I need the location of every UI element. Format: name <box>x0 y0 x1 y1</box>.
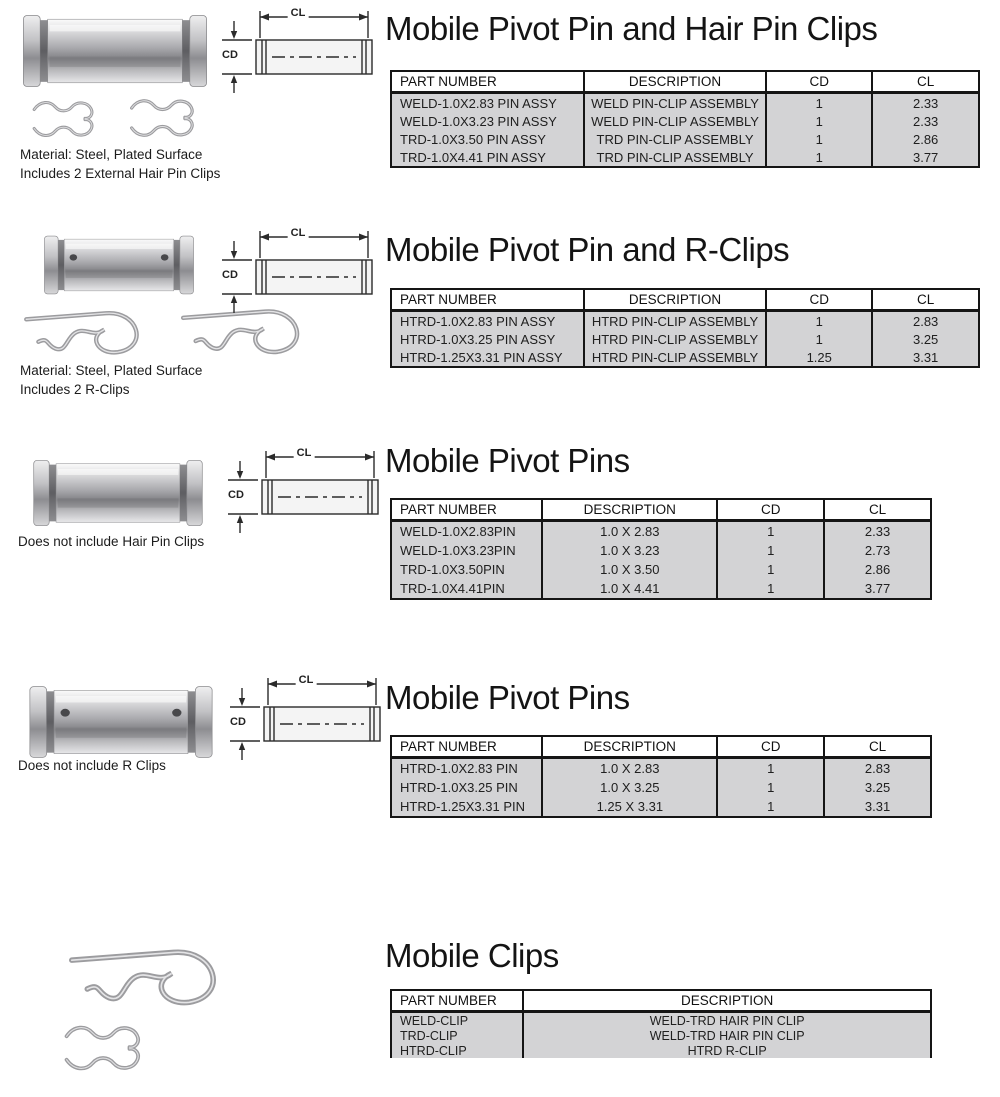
photo-caption <box>18 532 204 551</box>
table-cell: 2.33 <box>912 113 939 129</box>
table-cell: 1 <box>717 797 824 817</box>
clip-diameter-dim-label: CD <box>219 269 241 281</box>
table-row <box>391 541 931 560</box>
column-header: CL <box>872 71 979 93</box>
column-header: DESCRIPTION <box>584 71 766 93</box>
table-cell: HTRD-1.25X3.31 PIN ASSY <box>391 348 584 367</box>
parts-table <box>390 288 980 368</box>
table-cell: 1 <box>717 521 824 542</box>
table-cell: 1 <box>766 130 872 148</box>
table-cell: 3.25 <box>864 780 891 795</box>
section-title: Mobile Pivot Pin and R-Clips <box>385 231 790 268</box>
table-cell: 1 <box>717 758 824 779</box>
table-cell: TRD PIN-CLIP ASSEMBLY <box>584 130 766 148</box>
table-cell: 2.73 <box>864 543 891 558</box>
pin-dimension-diagram <box>216 6 380 102</box>
pin-dimension-diagram <box>222 446 386 542</box>
table-row <box>391 560 931 579</box>
table-cell: 3.77 <box>864 581 891 596</box>
clip-length-dim-label: CL <box>294 447 315 459</box>
table-cell: 2.83 <box>864 761 891 776</box>
photo-caption <box>18 756 166 775</box>
table-cell: WELD-TRD HAIR PIN CLIP <box>649 1013 805 1028</box>
table-cell: 1 <box>766 148 872 167</box>
clip-length-dim-label: CL <box>288 7 309 19</box>
column-header: PART NUMBER <box>391 289 584 311</box>
table-row <box>391 778 931 797</box>
table-cell: 3.31 <box>864 799 891 814</box>
table-cell: 2.33 <box>912 95 939 111</box>
parts-table <box>390 735 932 818</box>
column-header: CL <box>824 736 931 758</box>
clip-diameter-dim-label: CD <box>227 716 249 728</box>
table-cell: 2.33 <box>864 524 891 539</box>
column-header: CD <box>717 736 824 758</box>
table-cell: 3.25 <box>912 331 939 347</box>
table-row <box>391 112 979 130</box>
table-row <box>391 148 979 167</box>
table-cell: TRD-1.0X3.50PIN <box>391 560 542 579</box>
caption-line: Material: Steel, Plated Surface <box>20 147 203 162</box>
header-row <box>391 71 979 93</box>
column-header: CL <box>824 499 931 521</box>
table-cell: TRD-1.0X4.41 PIN ASSY <box>391 148 584 167</box>
table-cell: 2.86 <box>912 131 939 147</box>
clip-length-dim-label: CL <box>288 227 309 239</box>
section-title: Mobile Pivot Pins <box>385 679 630 716</box>
table-cell: WELD PIN-CLIP ASSEMBLY <box>584 112 766 130</box>
table-row <box>391 579 931 599</box>
pin-photo <box>32 448 204 543</box>
column-header: CD <box>766 71 872 93</box>
header-row <box>391 736 931 758</box>
column-header: DESCRIPTION <box>584 289 766 311</box>
table-cell: TRD-CLIP <box>391 1028 523 1043</box>
table-cell: TRD-1.0X4.41PIN <box>391 579 542 599</box>
table-cell: HTRD-1.0X3.25 PIN ASSY <box>391 330 584 348</box>
table-cell: HTRD PIN-CLIP ASSEMBLY <box>584 330 766 348</box>
table-cell: 1.0 X 4.41 <box>542 579 717 599</box>
section-title: Mobile Clips <box>385 937 559 974</box>
table-cell: 1.0 X 3.25 <box>542 778 717 797</box>
table-cell: HTRD-1.0X3.25 PIN <box>391 778 542 797</box>
table-cell: HTRD-1.0X2.83 PIN <box>391 758 542 779</box>
table-cell: HTRD PIN-CLIP ASSEMBLY <box>584 311 766 331</box>
header-row <box>391 990 931 1012</box>
table-cell: HTRD-1.0X2.83 PIN ASSY <box>391 311 584 331</box>
table-cell: 1 <box>766 330 872 348</box>
clip-diameter-dim-label: CD <box>219 49 241 61</box>
photo-caption <box>20 145 220 183</box>
table-cell: 1.0 X 3.23 <box>542 541 717 560</box>
column-header: CD <box>766 289 872 311</box>
table-cell: 1 <box>717 778 824 797</box>
table-cell: 1.0 X 2.83 <box>542 521 717 542</box>
table-cell: 3.77 <box>912 149 939 165</box>
pin-dimension-diagram <box>216 226 380 322</box>
column-header: PART NUMBER <box>391 990 523 1012</box>
table-cell: 1.0 X 2.83 <box>542 758 717 779</box>
section-title: Mobile Pivot Pin and Hair Pin Clips <box>385 10 878 47</box>
table-cell: HTRD-1.25X3.31 PIN <box>391 797 542 817</box>
table-cell: TRD PIN-CLIP ASSEMBLY <box>584 148 766 167</box>
table-cell: WELD-1.0X2.83 PIN ASSY <box>391 93 584 113</box>
table-cell: 1.0 X 3.50 <box>542 560 717 579</box>
table-cell: WELD-1.0X3.23 PIN ASSY <box>391 112 584 130</box>
table-cell: 1 <box>766 112 872 130</box>
caption-line: Does not include Hair Pin Clips <box>18 534 205 549</box>
table-cell: 2.83 <box>912 313 939 329</box>
parts-table <box>390 70 980 168</box>
table-cell: 1 <box>717 541 824 560</box>
pin-with-hairpin-clips-photo <box>15 8 215 145</box>
table-cell: TRD-1.0X3.50 PIN ASSY <box>391 130 584 148</box>
table-cell: WELD PIN-CLIP ASSEMBLY <box>584 93 766 113</box>
table-row <box>391 130 979 148</box>
clip-diameter-dim-label: CD <box>225 489 247 501</box>
header-row <box>391 499 931 521</box>
table-cell: HTRD R-CLIP <box>687 1043 767 1058</box>
table-cell: 1.25 <box>766 348 872 367</box>
section-title: Mobile Pivot Pins <box>385 442 630 479</box>
caption-line: Includes 2 R-Clips <box>20 382 130 397</box>
table-cell: HTRD-CLIP <box>391 1043 523 1058</box>
column-header: CL <box>872 289 979 311</box>
table-row <box>391 1012 931 1029</box>
table-cell: 2.86 <box>864 562 891 577</box>
pin-dimension-diagram <box>224 673 388 769</box>
parts-table <box>390 989 932 1058</box>
table-cell: WELD-1.0X3.23PIN <box>391 541 542 560</box>
column-header: DESCRIPTION <box>542 736 717 758</box>
column-header: PART NUMBER <box>391 71 584 93</box>
parts-table <box>390 498 932 600</box>
table-row <box>391 330 979 348</box>
column-header: PART NUMBER <box>391 736 542 758</box>
table-cell: WELD-1.0X2.83PIN <box>391 521 542 542</box>
table-row <box>391 758 931 779</box>
table-row <box>391 348 979 367</box>
caption-line: Does not include R Clips <box>18 758 166 773</box>
caption-line: Material: Steel, Plated Surface <box>20 363 203 378</box>
table-cell: 1 <box>717 579 824 599</box>
table-cell: HTRD PIN-CLIP ASSEMBLY <box>584 348 766 367</box>
column-header: PART NUMBER <box>391 499 542 521</box>
column-header: CD <box>717 499 824 521</box>
caption-line: Includes 2 External Hair Pin Clips <box>20 166 221 181</box>
table-row <box>391 93 979 113</box>
table-row <box>391 1043 931 1058</box>
table-cell: WELD-CLIP <box>391 1012 523 1029</box>
table-cell: WELD-TRD HAIR PIN CLIP <box>649 1028 805 1043</box>
table-cell: 1 <box>766 93 872 113</box>
table-row <box>391 1028 931 1043</box>
table-cell: 1 <box>717 560 824 579</box>
clip-length-dim-label: CL <box>296 674 317 686</box>
table-cell: 1.25 X 3.31 <box>542 797 717 817</box>
table-cell: 3.31 <box>912 349 939 365</box>
table-cell: 1 <box>766 311 872 331</box>
table-row <box>391 521 931 542</box>
table-row <box>391 797 931 817</box>
header-row <box>391 289 979 311</box>
table-row <box>391 311 979 331</box>
column-header: DESCRIPTION <box>523 990 931 1012</box>
column-header: DESCRIPTION <box>542 499 717 521</box>
clips-photo <box>18 932 294 1079</box>
photo-caption <box>20 361 202 399</box>
